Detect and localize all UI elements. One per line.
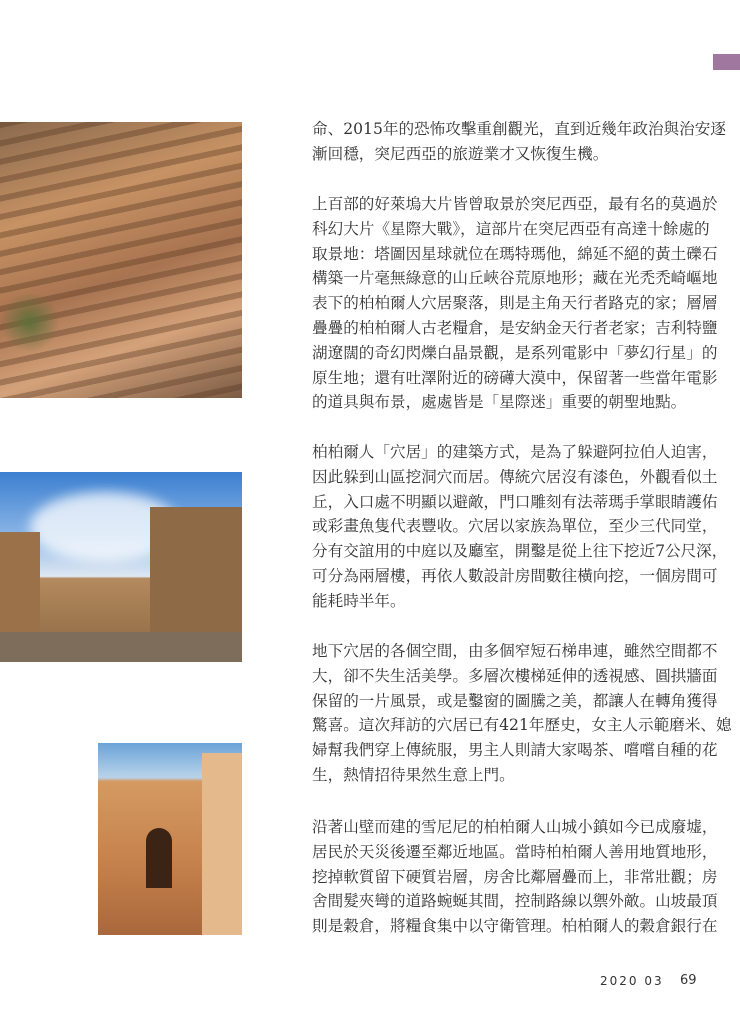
text-line: 或彩畫魚隻代表豐收。穴居以家族為單位，至少三代同堂， — [312, 517, 718, 536]
text-line: 湖遼闊的奇幻閃爍白晶景觀，是系列電影中「夢幻行星」的 — [312, 343, 718, 362]
text-line: 疊疊的柏柏爾人古老糧倉，是安納金天行者老家；吉利特鹽 — [312, 318, 718, 337]
photo-layered-rock-canyon — [0, 122, 242, 398]
text-line: 漸回穩，突尼西亞的旅遊業才又恢復生機。 — [312, 144, 609, 163]
photo-cave-dwelling-courtyard — [98, 743, 242, 935]
text-line: 舍間髮夾彎的道路蜿蜒其間，控制路線以禦外敵。山坡最頂 — [312, 892, 718, 911]
text-line: 則是穀倉，將糧食集中以守衛管理。柏柏爾人的穀倉銀行在 — [312, 917, 718, 936]
text-line: 構築一片毫無綠意的山丘峽谷荒原地形；藏在光禿禿崎嶇地 — [312, 269, 718, 288]
article-paragraph-2 — [312, 192, 718, 415]
text-line: 原生地；還有吐澤附近的磅礡大漠中，保留著一些當年電影 — [312, 368, 718, 387]
text-line: 柏柏爾人「穴居」的建築方式，是為了躲避阿拉伯人迫害， — [312, 443, 718, 461]
text-line: 的道具與布景，處處皆是「星際迷」重要的朝聖地點。 — [312, 393, 687, 412]
text-line: 丘，入口處不明顯以避敵，門口雕刻有法蒂瑪手掌眼睛護佑 — [312, 492, 718, 511]
text-line: 沿著山壁而建的雪尼尼的柏柏爾人山城小鎮如今已成廢墟， — [312, 818, 718, 836]
page-number: 69 — [680, 973, 697, 988]
text-line: 科幻大片《星際大戰》，這部片在突尼西亞有高達十餘處的 — [312, 219, 710, 238]
text-line: 生，熱情招待果然生意上門。 — [312, 765, 515, 784]
text-line: 命、2015年的恐怖攻擊重創觀光，直到近幾年政治與治安逐 — [312, 120, 726, 138]
article-paragraph-5 — [312, 815, 718, 939]
issue-date: 2020 03 — [600, 974, 664, 988]
section-tab-marker — [713, 54, 740, 70]
text-line: 上百部的好萊塢大片皆曾取景於突尼西亞，最有名的莫過於 — [312, 195, 718, 213]
text-line: 能耗時半年。 — [312, 591, 406, 610]
text-line: 因此躲到山區挖洞穴而居。傳統穴居沒有漆色，外觀看似土 — [312, 467, 718, 486]
photo-doorway — [146, 828, 172, 888]
article-paragraph-1 — [312, 117, 726, 167]
text-line: 表下的柏柏爾人穴居聚落，則是主角天行者路克的家；層層 — [312, 294, 718, 313]
text-line: 大，卻不失生活美學。多層次樓梯延伸的透視感、圓拱牆面 — [312, 666, 718, 685]
photo-vegetation — [0, 292, 60, 352]
text-line: 驚喜。這次拜訪的穴居已有421年歷史，女主人示範磨米、媳 — [312, 716, 732, 735]
text-line: 居民於天災後遷至鄰近地區。當時柏柏爾人善用地質地形， — [312, 842, 718, 861]
text-line: 分有交誼用的中庭以及廳室，開鑿是從上往下挖近7公尺深， — [312, 542, 728, 561]
text-line: 婦幫我們穿上傳統服，男主人則請大家喝茶、嚐嚐自種的花 — [312, 741, 718, 760]
article-paragraph-4 — [312, 639, 732, 788]
text-line: 可分為兩層樓，再依人數設計房間數往橫向挖，一個房間可 — [312, 566, 718, 585]
photo-roman-amphitheater-ruins — [0, 472, 242, 662]
article-paragraph-3 — [312, 440, 728, 614]
text-line: 取景地：塔圖因星球就位在瑪特瑪他，綿延不絕的黃土礫石 — [312, 244, 718, 263]
text-line: 地下穴居的各個空間，由多個窄短石梯串連，雖然空間都不 — [312, 642, 718, 660]
text-line: 挖掉軟質留下硬質岩層，房舍比鄰層疊而上，非常壯觀；房 — [312, 867, 718, 886]
photo-wall — [202, 753, 242, 935]
photo-ground — [0, 632, 242, 662]
text-line: 保留的一片風景，或是鑿窗的圖騰之美，都讓人在轉角獲得 — [312, 691, 718, 710]
